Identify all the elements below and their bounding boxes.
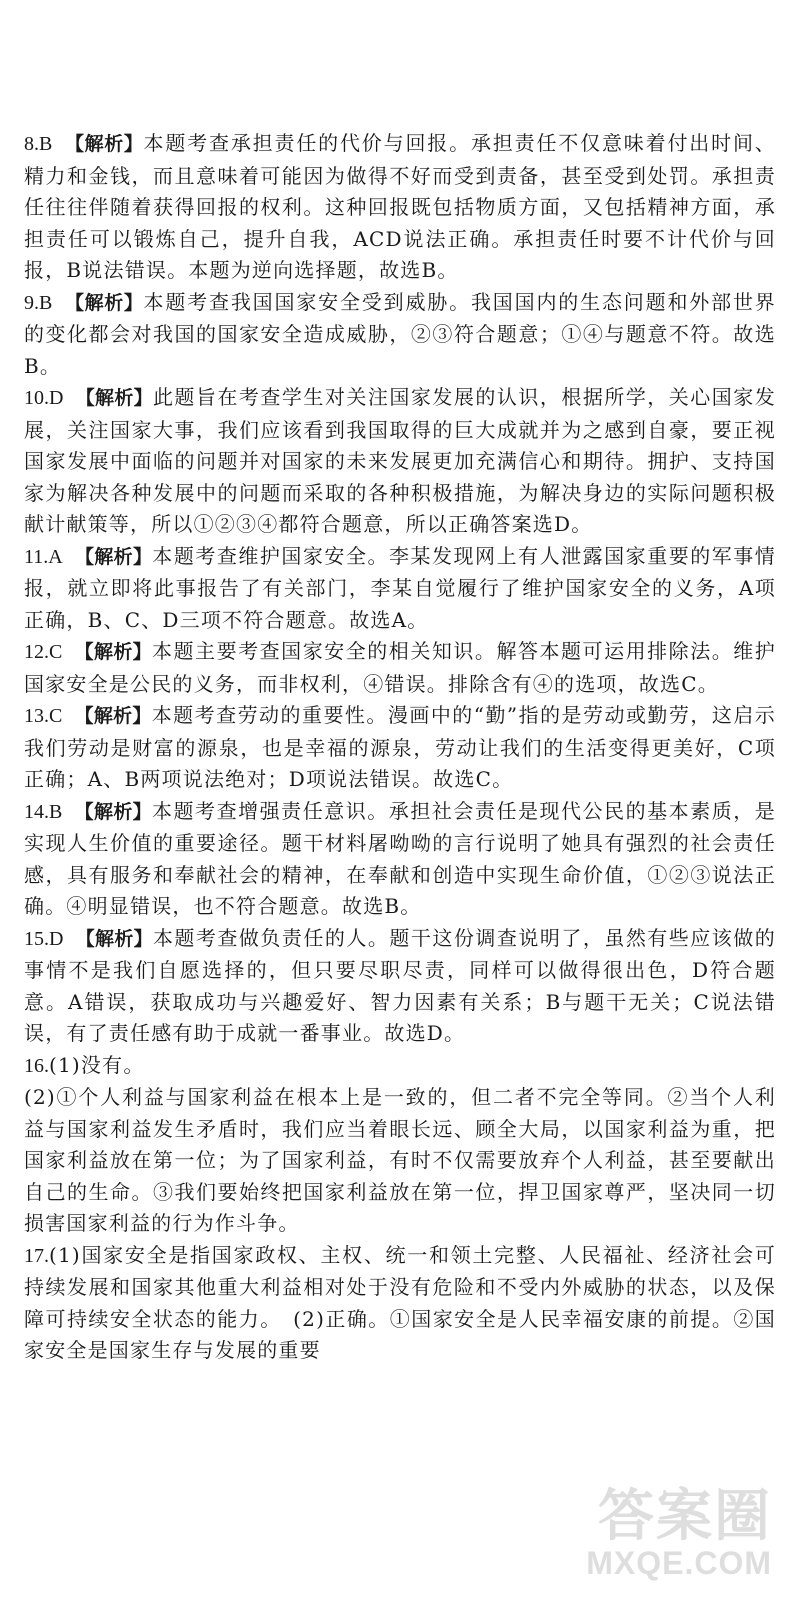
answer-text: 本题考查承担责任的代价与回报。承担责任不仅意味着付出时间、精力和金钱，而且意味着可能因为做得不好而受到责备，甚至受到处罚。承担责任往往伴随着获得回报的权利。这种回报既包括物质方面，又包括精神方面，承担责任可以锻炼自己，提升自我，ACD说法正确。承担责任时要不计代价与回报，B说法错误。本题为逆向选择题，故选B。: [24, 131, 776, 282]
answer-item-17: [24, 1240, 776, 1367]
answer-number: 10.D: [24, 387, 64, 409]
answer-text: 本题考查劳动的重要性。漫画中的“勤”指的是劳动或勤劳，这启示我们劳动是财富的源泉，也是幸福的源泉，劳动让我们的生活变得更美好，C项正确；A、B两项说法绝对；D项说法错误。故选C。: [24, 703, 776, 791]
analysis-tag: 【解析】: [74, 641, 152, 663]
answer-number: 11.A: [24, 545, 63, 568]
answer-item-8: [24, 128, 776, 287]
answer-item-9: [24, 287, 776, 383]
answer-number: 8.B: [24, 133, 53, 155]
answer-text: (2)①个人利益与国家利益在根本上是一致的，但二者不完全等同。②当个人利益与国家利益发生矛盾时，我们应当着眼长远、顾全大局，以国家利益为重，把国家利益放在第一位；为了国家利益，有时不仅需要放弃个人利益，甚至要献出自己的生命。③我们要始终把国家利益放在第一位，捍卫国家尊严，坚决同一切损害国家利益的行为作斗争。: [24, 1085, 776, 1235]
answer-item-13: [24, 700, 776, 796]
site-watermark-logo: [562, 1472, 772, 1582]
analysis-tag: 【解析】: [64, 133, 144, 155]
analysis-tag: 【解析】: [74, 800, 152, 823]
answer-number: 13.C: [24, 705, 63, 727]
analysis-tag: 【解析】: [75, 387, 153, 409]
answer-item-15: [24, 923, 776, 1050]
answer-list: [24, 128, 776, 1367]
answer-item-10: [24, 382, 776, 541]
answer-text: 本题考查增强责任意识。承担社会责任是现代公民的基本素质，是实现人生价值的重要途径。题干材料屠呦呦的言行说明了她具有强烈的社会责任感，具有服务和奉献社会的精神，在奉献和创造中实现生命价值，①②③说法正确。④明显错误，也不符合题意。故选B。: [24, 798, 776, 918]
answer-item-11: [24, 541, 776, 637]
answer-item-16: [24, 1050, 776, 1083]
answer-item-12: [24, 636, 776, 700]
answer-number: 9.B: [24, 291, 53, 314]
answer-number: 16.: [24, 1054, 49, 1077]
answer-text: 此题旨在考查学生对关注国家发展的认识，根据所学，关心国家发展，关注国家大事，我们应该看到我国取得的巨大成就并为之感到自豪，要正视国家发展中面临的问题并对国家的未来发展更加充满信心和期待。拥护、支持国家为解决各种发展中的问题而采取的各种积极措施，为解决身边的实际问题积极献计献策等，所以①②③④都符合题意，所以正确答案选D。: [24, 385, 776, 536]
analysis-tag: 【解析】: [75, 927, 153, 950]
answer-text: (1)国家安全是指国家政权、主权、统一和领土完整、人民福祉、经济社会可持续发展和国家其他重大利益相对处于没有危险和不受内外威胁的状态，以及保障可持续安全状态的能力。 (2)正确。①国家安全是人民幸福安康的前提。②国家安全是国家生存与发展的重要: [24, 1242, 776, 1362]
analysis-tag: 【解析】: [64, 291, 144, 314]
answer-text: 本题考查维护国家安全。李某发现网上有人泄露国家重要的军事情报，就立即将此事报告了有关部门，李某自觉履行了维护国家安全的义务，A项正确，B、C、D三项不符合题意。故选A。: [24, 543, 776, 632]
answer-text: (1)没有。: [49, 1052, 145, 1077]
analysis-tag: 【解析】: [74, 545, 153, 568]
answer-number: 15.D: [24, 927, 64, 950]
watermark-url: MXQE.COM: [586, 1545, 772, 1581]
answer-text: 本题考查做负责任的人。题干这份调查说明了，虽然有些应该做的事情不是我们自愿选择的，但只要尽职尽责，同样可以做得很出色，D符合题意。A错误，获取成功与兴趣爱好、智力因素有关系；B与题干无关；C说法错误，有了责任感有助于成就一番事业。故选D。: [24, 925, 776, 1045]
answer-item-16-part-2: [24, 1082, 776, 1240]
answer-number: 17.: [24, 1244, 49, 1267]
answer-text: 本题主要考查国家安全的相关知识。解答本题可运用排除法。维护国家安全是公民的义务，而非权利，④错误。排除含有④的选项，故选C。: [24, 639, 776, 696]
analysis-tag: 【解析】: [74, 705, 152, 727]
answer-text: 本题考查我国国家安全受到威胁。我国国内的生态问题和外部世界的变化都会对我国的国家安全造成威胁，②③符合题意；①④与题意不符。故选B。: [24, 289, 776, 378]
answer-number: 14.B: [24, 800, 63, 823]
answer-item-14: [24, 796, 776, 923]
answer-number: 12.C: [24, 641, 63, 663]
watermark-chars: 答案圈: [598, 1484, 772, 1549]
